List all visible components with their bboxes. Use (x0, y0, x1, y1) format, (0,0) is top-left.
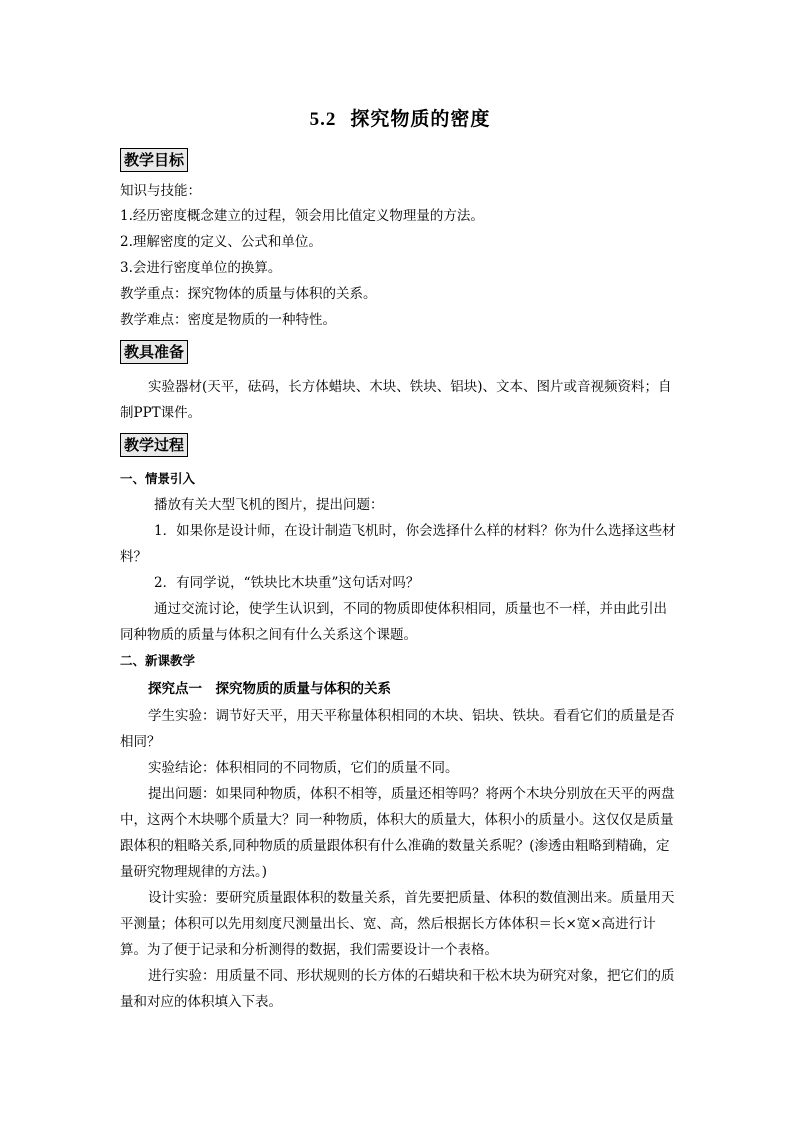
experiment-conclusion: 实验结论：体积相同的不同物质，它们的质量不同。 (148, 760, 459, 776)
part2-title: 二、新课教学 (120, 653, 196, 668)
tools-paragraph: 实验器材(天平，砝码，长方体蜡块、木块、铁块、铝块)、文本、图片或音视频资料；自制PPT课件。 (120, 379, 672, 421)
objectives-heading: 知识与技能： (120, 183, 201, 199)
part1-intro: 播放有关大型飞机的图片，提出问题： (154, 497, 384, 513)
title-text: 探究物质的密度 (350, 108, 491, 130)
section-heading-process: 教学过程 (120, 433, 188, 457)
conduct-experiment: 进行实验：用质量不同、形状规则的长方体的石蜡块和干松木块为研究对象，把它们的质量和对应的体积填入下表。 (120, 968, 675, 1010)
part1-discussion: 通过交流讨论，使学生认识到，不同的物质即使体积相同，质量也不一样，并由此引出同种物质的质量与体积之间有什么关系这个课题。 (120, 601, 667, 643)
part1-question-2: 2．有同学说，“铁块比木块重”这句话对吗？ (154, 575, 420, 591)
raise-question: 提出问题：如果同种物质，体积不相等，质量还相等吗？将两个木块分别放在天平的两盘中，这两个木块哪个质量大？同一种物质，体积大的质量大，体积小的质量小。这仅仅是质量跟体积的粗略关系,同种物质的质量跟体积有什么准确的数量关系呢？(渗透由粗略到精确，定量研究物理规律的方法。) (120, 786, 675, 880)
part1-question-1: 1．如果你是设计师，在设计制造飞机时，你会选择什么样的材料？你为什么选择这些材料？ (120, 523, 676, 565)
part1-title: 一、情景引入 (120, 471, 196, 486)
page-title (120, 104, 680, 131)
section-heading-objectives: 教学目标 (120, 148, 188, 172)
design-experiment: 设计实验：要研究质量跟体积的数量关系，首先要把质量、体积的数值测出来。质量用天平测量；体积可以先用刻度尺测量出长、宽、高，然后根据长方体体积＝长×宽×高进行计算。为了便于记录和分析测得的数据，我们需要设计一个表格。 (120, 890, 675, 958)
teaching-key-point: 教学重点：探究物体的质量与体积的关系。 (120, 286, 377, 302)
teaching-difficulty: 教学难点：密度是物质的一种特性。 (120, 312, 336, 328)
objective-item-1: 1.经历密度概念建立的过程，领会用比值定义物理量的方法。 (120, 208, 484, 224)
student-experiment: 学生实验：调节好天平，用天平称量体积相同的木块、铝块、铁块。看看它们的质量是否相同？ (120, 708, 675, 750)
objective-item-3: 3.会进行密度单位的换算。 (120, 260, 282, 276)
title-number: 5.2 (309, 109, 337, 130)
section-heading-tools: 教具准备 (120, 340, 188, 364)
objective-item-2: 2.理解密度的定义、公式和单位。 (120, 234, 322, 250)
inquiry-point-1-title: 探究点一 探究物质的质量与体积的关系 (148, 681, 391, 697)
